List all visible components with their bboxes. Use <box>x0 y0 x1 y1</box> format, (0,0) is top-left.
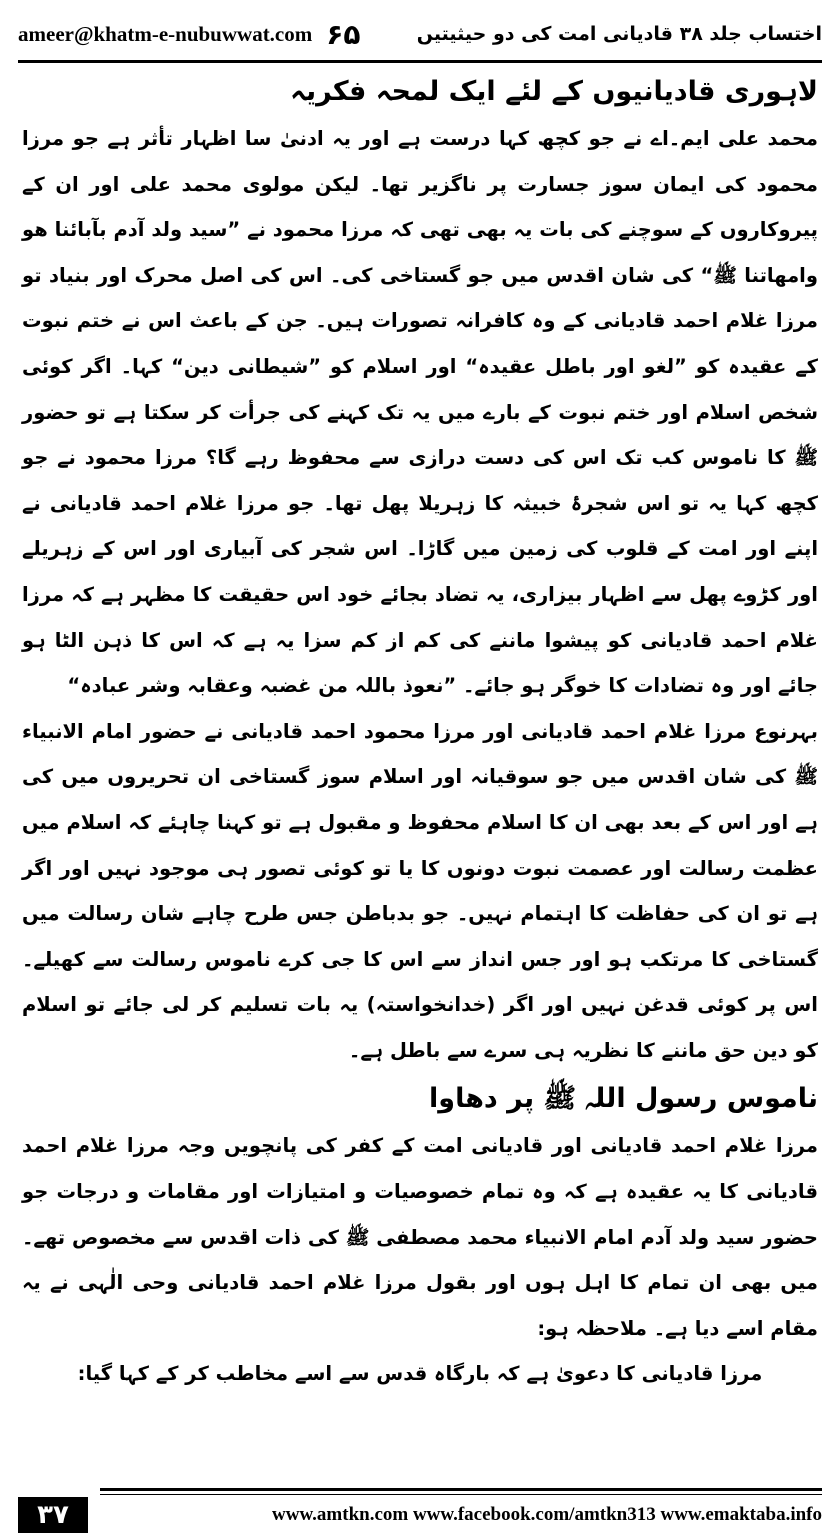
footer-page-number: ۳۷ <box>18 1497 88 1533</box>
header-email[interactable]: ameer@khatm-e-nubuwwat.com <box>18 21 313 46</box>
paragraph-3: مرزا غلام احمد قادیانی اور قادیانی امت کے کفر کی پانچویں وجہ مرزا غلام احمد قادیانی کا یہ عقیدہ ہے کہ وہ تمام خصوصیات و امتیازات اور مقامات و درجات جو حضور سید ولد آدم امام الانبیاء محمد مصطفی ﷺ کی ذات اقدس سے مخصوص تھے۔ میں بھی ان تمام کا اہل ہوں اور بقول مرزا غلام احمد قادیانی وحی الٰہی نے یہ مقام اسے دیا ہے۔ ملاحظہ ہو: <box>22 1134 818 1340</box>
paragraph-1: محمد علی ایم۔اے نے جو کچھ کہا درست ہے اور یہ ادنیٰ سا اظہار تأثر ہے جو مرزا محمود کی ایمان سوز جسارت پر ناگزیر تھا۔ لیکن مولوی محمد علی اور ان کے پیروکاروں کے سوچنے کی بات یہ بھی تھی کہ مرزا محمود نے ”سید ولد آدم بآبائنا ھو وامھاتنا ﷺ“ کی شان اقدس میں جو گستاخی کی۔ اس کی اصل محرک اور بنیاد تو مرزا غلام احمد قادیانی کے وہ کافرانہ تصورات ہیں۔ جن کے باعث اس نے ختم نبوت کے عقیدہ کو ”لغو اور باطل عقیدہ“ اور اسلام کو ”شیطانی دین“ کہا۔ اگر کوئی شخص اسلام اور ختم نبوت کے بارے میں یہ تک کہنے کی جرأت کر سکتا ہے تو حضور ﷺ کا ناموس کب تک اس کی دست درازی سے محفوظ رہے گا؟ مرزا محمود نے جو کچھ کہا یہ تو اس شجرۂ خبیثہ کا زہریلا پھل تھا۔ جو مرزا غلام احمد قادیانی نے اپنے اور امت کے قلوب کی زمین میں گاڑا۔ اس شجر کی آبیاری اور اس کے زہریلے اور کڑوے پھل سے اظہار بیزاری، یہ تضاد بجائے خود اس حقیقت کا مظہر ہے کہ مرزا غلام احمد قادیانی کو پیشوا ماننے کی کم از کم سزا یہ ہے کہ اس کا ذہن الٹا ہو جائے اور وہ تضادات کا خوگر ہو جائے۔ ”نعوذ باللہ من غضبہ وعقابہ وشر عبادہ“ <box>22 127 818 698</box>
header-left <box>18 18 360 51</box>
header-title: اختساب جلد ۳۸ قادیانی امت کی دو حیثیتیں <box>416 23 822 45</box>
paragraph-2: بہرنوع مرزا غلام احمد قادیانی اور مرزا محمود احمد قادیانی نے حضور امام الانبیاء ﷺ کی شان اقدس میں جو سوقیانہ اور اسلام سوز گستاخی ان تحریروں میں کی ہے اور اس کے بعد بھی ان کا اسلام محفوظ و مقبول ہے تو کہنا چاہئے کہ اسلام میں عظمت رسالت اور عصمت نبوت دونوں کا یا تو کوئی تصور ہی موجود نہیں اور اگر ہے تو ان کی حفاظت کا اہتمام نہیں۔ جو بدباطن جس طرح چاہے شان رسالت میں گستاخی کا مرتکب ہو اور جس انداز سے اس کا جی کرے ناموس رسالت سے کھیلے۔ اس پر کوئی قدغن نہیں اور اگر (خدانخواستہ) یہ بات تسلیم کر لی جائے تو اسلام کو دین حق ماننے کا نظریہ ہی سرے سے باطل ہے۔ <box>22 719 818 1062</box>
section-heading-namoos: ناموس رسول اللہ ﷺ پر دھاوا <box>429 1083 818 1115</box>
footer-rule-thin <box>100 1494 822 1495</box>
page-content <box>22 66 818 1397</box>
section-heading-lahori: لاہوری قادیانیوں کے لئے ایک لمحہ فکریہ <box>290 76 818 107</box>
footer-links[interactable]: www.amtkn.com www.facebook.com/amtkn313 www.emaktaba.info <box>272 1504 822 1525</box>
closing-line: مرزا قادیانی کا دعویٰ ہے کہ بارگاہ قدس سے اسے مخاطب کر کے کہا گیا: <box>77 1362 763 1386</box>
page-header <box>18 14 822 54</box>
header-rule <box>18 60 822 63</box>
page-footer <box>18 1496 822 1534</box>
footer-rule-thick <box>100 1488 822 1491</box>
header-page-number: ۶۵ <box>326 17 361 51</box>
